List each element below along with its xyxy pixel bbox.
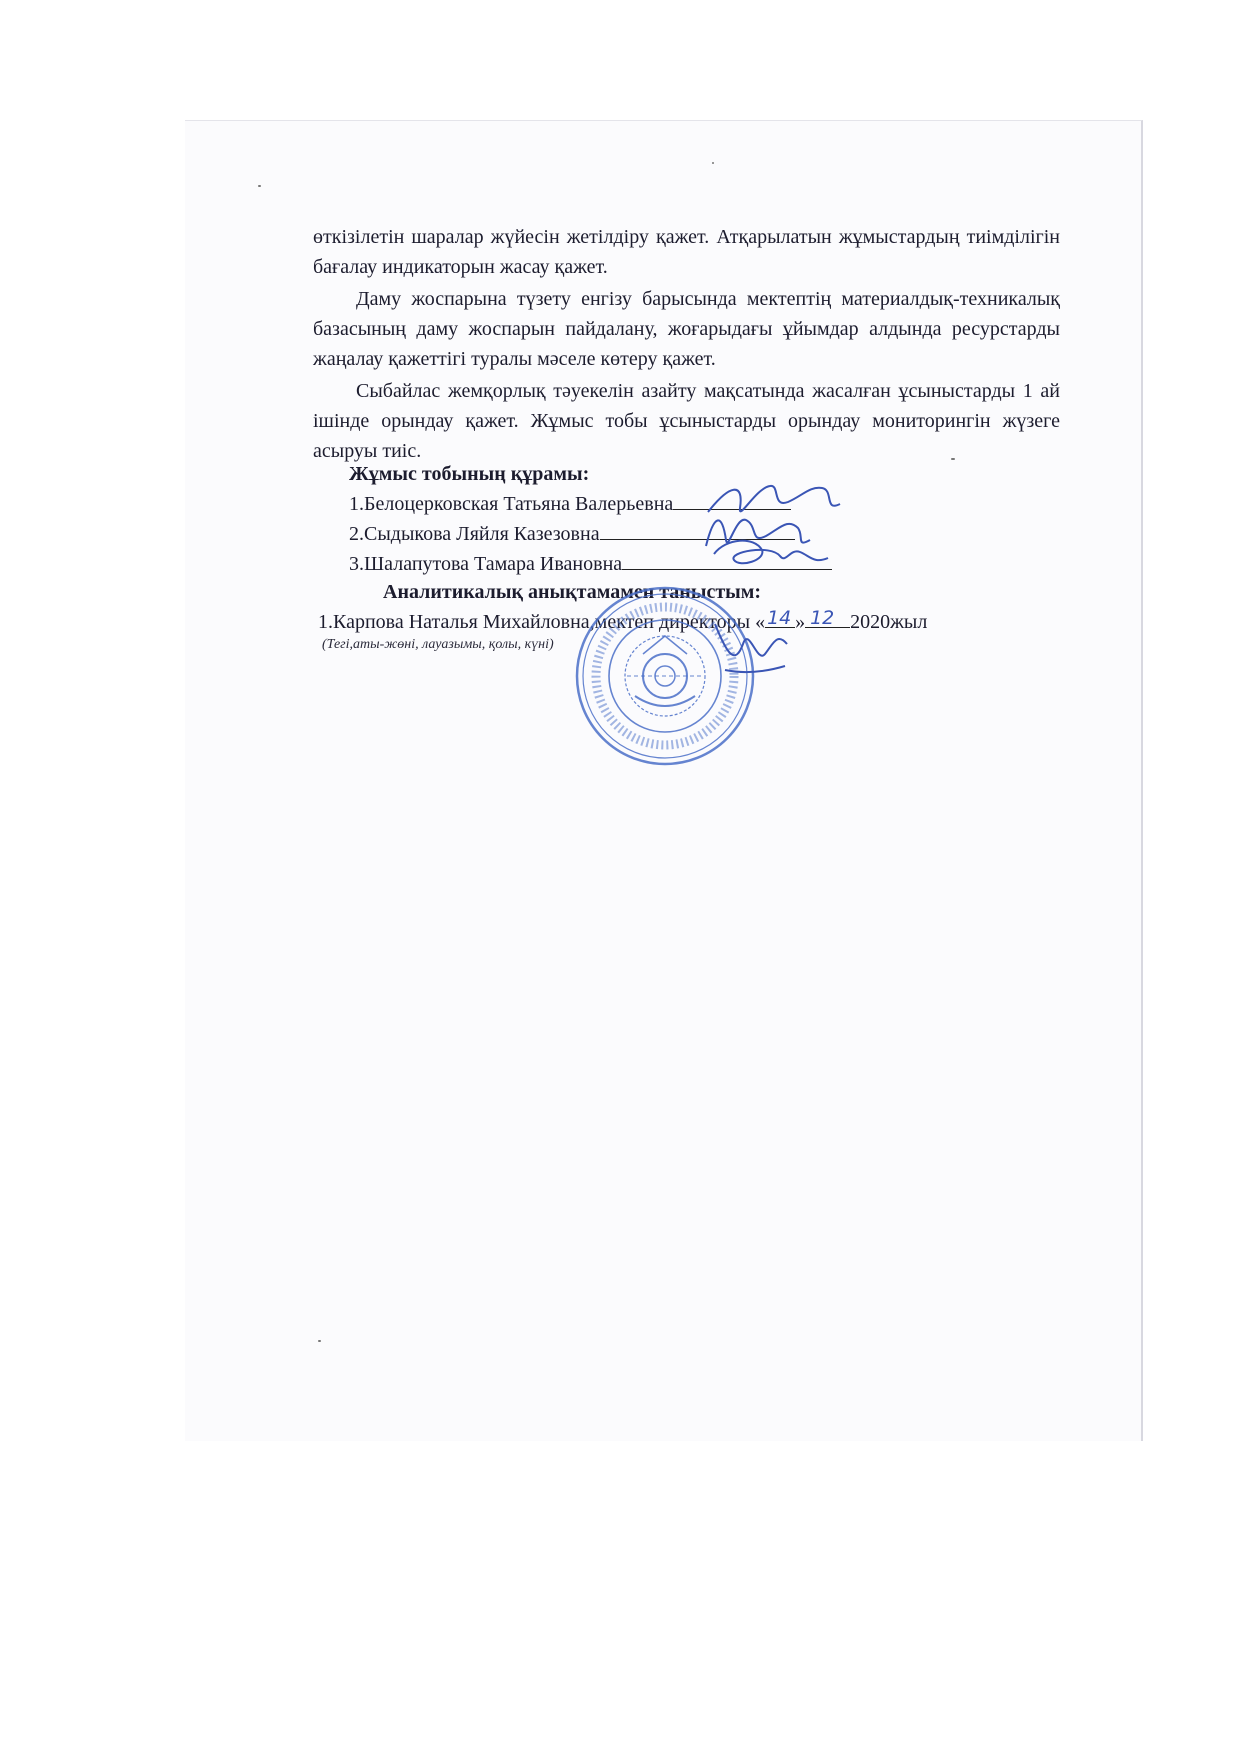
signature-line: [622, 549, 832, 570]
scan-speck: [318, 1340, 321, 1342]
day-value: 14: [767, 607, 792, 629]
member-1: [349, 489, 791, 518]
quote-close: »: [795, 611, 806, 633]
signature-line: [673, 489, 791, 510]
working-group-heading: Жұмыс тобының құрамы:: [349, 463, 590, 485]
director-text: 1.Карпова Наталья Михайловна,мектеп директоры «: [318, 611, 766, 633]
year-text: 2020жыл: [850, 611, 928, 633]
paragraph-1: өткізілетін шаралар жүйесін жетілдіру қажет. Атқарылатын жұмыстардың тиімділігін бағалау индикаторын жасау қажет.: [313, 226, 1060, 278]
member-1-name: 1.Белоцерковская Татьяна Валерьевна: [349, 493, 674, 515]
acknowledgement-heading: Аналитикалық анықтамамен таныстым:: [383, 581, 762, 603]
paragraph-2: Даму жоспарына түзету енгізу барысында мектептің материалдық-техникалық базасының даму жоспарын пайдалану, жоғарыдағы ұйымдар алдында ресурстарды жаңалау қажеттігі туралы мәселе көтеру қажет.: [313, 288, 1060, 370]
director-line: [318, 607, 927, 636]
month-value: 12: [810, 607, 835, 629]
member-3-name: 3.Шалапутова Тамара Ивановна: [349, 553, 623, 575]
paragraph-3: Сыбайлас жемқорлық тәуекелін азайту мақсатында жасалған ұсыныстарды 1 ай ішінде орындау қажет. Жұмыс тобы ұсыныстарды орындау мониторингін жүзеге асыруы тиіс.: [313, 380, 1060, 462]
day-field: [765, 607, 795, 628]
signature-caption: (Тегі,аты-жөні, лауазымы, қолы, күні): [322, 637, 554, 652]
month-field: [805, 607, 850, 628]
scan-speck: [258, 185, 261, 187]
signature-line: [600, 519, 795, 540]
member-2: [349, 519, 795, 548]
member-3: [349, 549, 832, 578]
member-2-name: 2.Сыдыкова Ляйля Казезовна: [349, 523, 600, 545]
scan-speck: [712, 162, 714, 164]
